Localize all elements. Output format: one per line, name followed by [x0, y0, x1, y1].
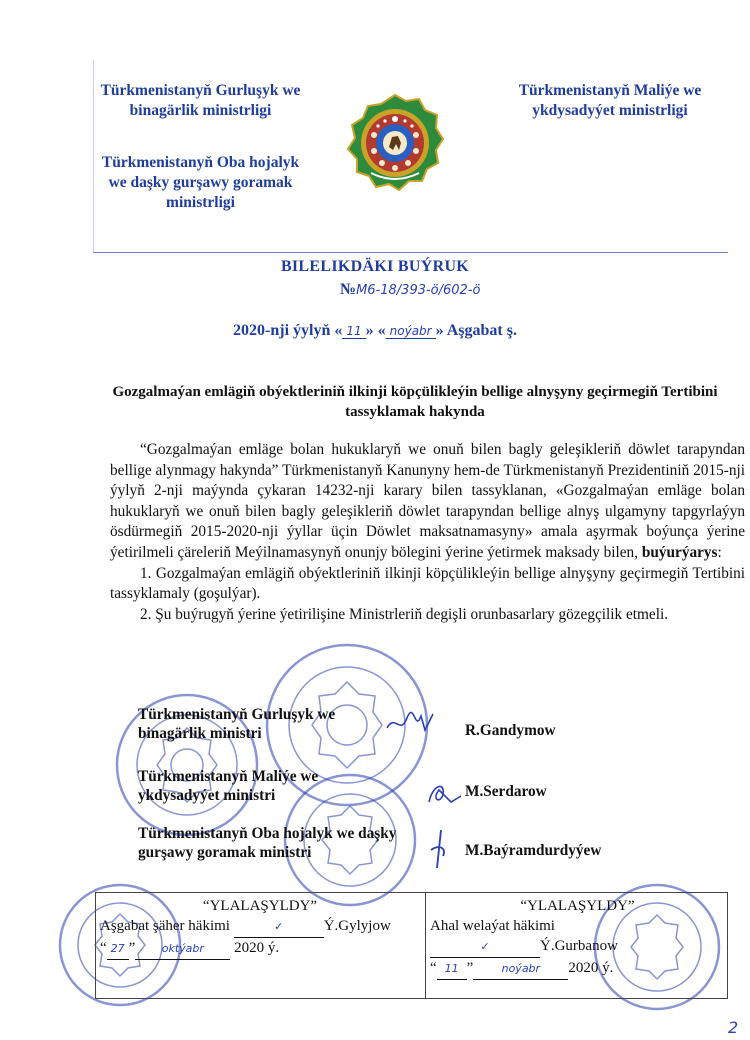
date-month-handwritten: noýabr: [386, 324, 436, 339]
approval-heading: “YLALAŞYLDY”: [520, 898, 635, 914]
date-quote: “: [100, 940, 107, 956]
approval-date-month: noýabr: [473, 959, 568, 980]
approval-date-month: oktýabr: [135, 939, 230, 960]
approval-official-name: Ý.Gylyjow: [323, 918, 391, 934]
handwritten-signature-icon: ✓: [274, 920, 284, 933]
signatory-title-line: Türkmenistanyň Gurluşyk we: [138, 706, 336, 723]
handwritten-signature-icon: [425, 778, 465, 808]
approval-date-line: [100, 938, 420, 960]
signatory-finance-title: [138, 767, 318, 805]
signatory-construction-title: [138, 705, 335, 743]
date-mid-text: » «: [365, 322, 386, 339]
approval-ashgabat: [100, 896, 420, 960]
approval-line: [100, 916, 420, 938]
ministry-finance-label: Türkmenistanyň Maliýe we ykdysadyýet ministrligi: [518, 82, 702, 119]
approval-ahal: [430, 896, 725, 980]
signatory-title-line: binagärlik ministri: [138, 725, 262, 742]
ministry-agriculture-label: Türkmenistanyň Oba hojalyk we daşky gurşawy goramak ministrligi: [101, 154, 300, 211]
date-quote: “: [430, 960, 437, 976]
signatory-finance-name: M.Serdarow: [465, 783, 547, 800]
date-place-text: » Aşgabat ş.: [435, 322, 517, 339]
document-number: [340, 281, 540, 299]
approval-date-day: 11: [437, 959, 467, 980]
signatory-agriculture-title: [138, 824, 396, 862]
document-type-heading: BILELIKDÄKI BUÝRUK: [280, 258, 470, 275]
order-subject: Gozgalmaýan emlägiň obýektleriniň ilkinji köpçülikleýin bellige alnyşyny geçirmegiň Tertibini tassyklamak hakynda: [112, 384, 718, 420]
approval-date-year: 2020 ý.: [568, 960, 614, 976]
date-quote: ”: [466, 960, 474, 976]
approval-divider: [425, 892, 426, 999]
handwritten-signature-icon: ✓: [480, 940, 490, 953]
preamble-colon: :: [717, 543, 722, 561]
order-body: [110, 440, 745, 625]
approval-official-name: Ý.Gurbanow: [540, 938, 618, 954]
preamble-text: “Gozgalmaýan emläge bolan hukuklaryň we onuň bilen bagly geleşikleriň döwlet tarapyndan bellige alynmagy hakynda” Türkmenistanyň Kanunyny hem-de Türkmenistanyň Prezidentiniň 2015-nji ýylyň 2-nji maýynda çykaran 14232-nji karary bilen tassyklanan, «Gozgalmaýan emläge bolan hukuklaryň we onuň bilen bagly geleşikleriň döwlet tarapyndan bellige alnyş ulgamyny tapgyrlaýyn ösdürmegiň 2015-2020-nji ýyllar üçin Döwlet maksatnamasyny» amala aşyrmak boýunça ýerine ýetirilmeli çäreleriň Meýilnamasynyň onunjy bölegini ýerine ýetirmek maksady bilen,: [110, 441, 745, 561]
signatory-title-line: ykdysadyýet ministri: [138, 787, 276, 804]
handwritten-signature-icon: [385, 708, 435, 738]
date-quote: ”: [128, 940, 136, 956]
number-prefix: №: [340, 281, 357, 298]
approval-date-day: 27: [107, 939, 129, 960]
header-left-rule: [93, 60, 94, 253]
body-item-1: 1. Gozgalmaýan emlägiň obýektleriniň ilkinji köpçülikleýin bellige alnyşyny geçirmegiň Tertibini tassyklamaly (goşulýar).: [110, 564, 745, 603]
date-year-text: 2020-nji ýylyň «: [233, 322, 343, 339]
header-divider: [93, 252, 728, 253]
signatory-title-line: gurşawy goramak ministri: [138, 844, 312, 861]
approval-signature-blank: [430, 936, 540, 958]
body-paragraph-preamble: [110, 440, 745, 564]
signatory-title-line: Türkmenistanyň Maliýe we: [138, 768, 319, 785]
page-number: 2: [728, 1018, 739, 1037]
approval-official-title: Ahal welaýat häkimi: [430, 918, 555, 934]
turkmenistan-state-emblem-icon: [345, 93, 445, 193]
approval-date-line: [430, 958, 725, 980]
handwritten-signature-icon: [425, 828, 455, 873]
decree-keyword: buýurýarys: [641, 543, 718, 561]
approval-date-year: 2020 ý.: [234, 940, 280, 956]
approval-line: [430, 936, 725, 958]
approval-official-title: Aşgabat şäher häkimi: [100, 918, 230, 934]
date-day-handwritten: 11: [342, 324, 365, 339]
approval-signature-blank: [234, 916, 324, 938]
number-handwritten: M6-18/393-ö/602-ö: [356, 283, 481, 298]
document-date-place: [0, 322, 750, 340]
signatory-agriculture-name: M.Baýramdurdyýew: [465, 842, 602, 859]
ministry-construction-label: Türkmenistanyň Gurluşyk we binagärlik ministrligi: [100, 82, 301, 119]
signatory-title-line: Türkmenistanyň Oba hojalyk we daşky: [138, 825, 397, 842]
approval-heading: “YLALAŞYLDY”: [202, 898, 318, 914]
signatory-construction-name: R.Gandymow: [465, 722, 556, 739]
body-item-2: 2. Şu buýrugyň ýerine ýetirilişine Ministrleriň degişli orunbasarlary gözegçilik etmeli.: [140, 605, 669, 623]
